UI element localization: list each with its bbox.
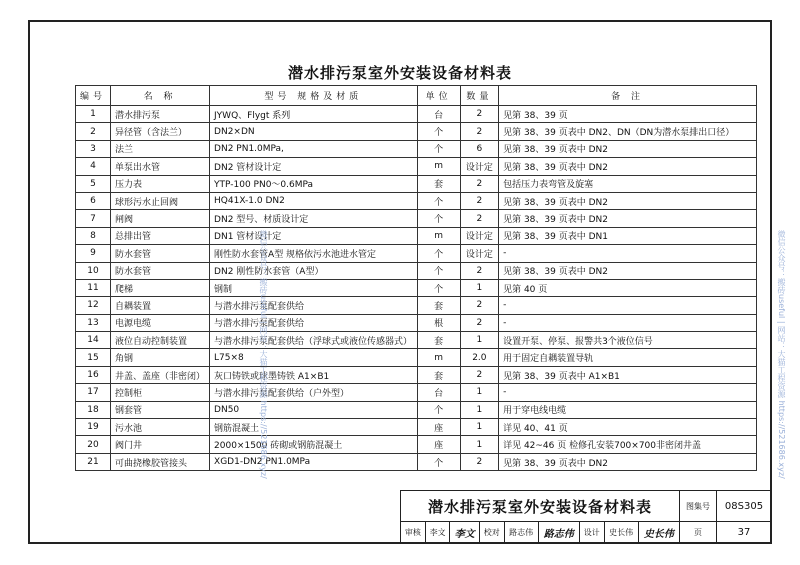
item-name: 球形污水止回阀	[111, 192, 210, 209]
table-row	[76, 401, 757, 418]
item-name: 可曲挠橡胶管接头	[111, 453, 210, 470]
item-quantity: 2	[460, 123, 498, 140]
item-number: 2	[76, 123, 111, 140]
table-header	[76, 86, 757, 106]
item-remark: 见第 38、39 页表中 DN1	[499, 227, 757, 244]
item-unit: 个	[417, 453, 460, 470]
table-row	[76, 262, 757, 279]
item-name: 潜水排污泵	[111, 106, 210, 123]
item-number: 3	[76, 140, 111, 157]
item-unit: m	[417, 227, 460, 244]
item-spec: DN2 管材设计定	[210, 158, 418, 175]
item-quantity: 2	[460, 192, 498, 209]
item-spec: DN2 PN1.0MPa,	[210, 140, 418, 157]
atlas-number: 08S305	[717, 491, 772, 522]
table-row	[76, 297, 757, 314]
table-row	[76, 106, 757, 123]
item-quantity: 2	[460, 297, 498, 314]
item-remark: 见第 38、39 页表中 DN2	[499, 210, 757, 227]
table-row	[76, 140, 757, 157]
item-spec: DN2×DN	[210, 123, 418, 140]
item-remark: 见第 38、39 页表中 DN2	[499, 192, 757, 209]
item-number: 5	[76, 175, 111, 192]
reviewer: 李文	[425, 522, 450, 543]
item-spec: DN1 管材设计定	[210, 227, 418, 244]
item-unit: 座	[417, 436, 460, 453]
item-remark: 见第 38、39 页	[499, 106, 757, 123]
item-number: 17	[76, 384, 111, 401]
watermark-left: 微信公众号：搬砖useful | 网站：大猫工程资源 https://521686.xyz/	[259, 230, 268, 479]
item-unit: 个	[417, 192, 460, 209]
item-spec: 钢制	[210, 279, 418, 296]
table-row	[76, 210, 757, 227]
table-row	[76, 279, 757, 296]
item-spec: 与潜水排污泵配套供给（户外型）	[210, 384, 418, 401]
item-remark: 见第 38、39 页表中 DN2	[499, 140, 757, 157]
item-spec: 与潜水排污泵配套供给	[210, 297, 418, 314]
column-header: 名 称	[111, 86, 210, 106]
title-block-title: 潜水排污泵室外安装设备材料表	[401, 491, 680, 522]
reviewer-signature: 李文	[450, 522, 479, 543]
item-name: 污水池	[111, 419, 210, 436]
item-remark: 见第 38、39 页表中 DN2、DN（DN为潜水泵排出口径）	[499, 123, 757, 140]
item-remark: -	[499, 384, 757, 401]
table-row	[76, 123, 757, 140]
item-spec: YTP-100 PN0～0.6MPa	[210, 175, 418, 192]
item-number: 20	[76, 436, 111, 453]
item-name: 自耦装置	[111, 297, 210, 314]
item-unit: 台	[417, 106, 460, 123]
item-number: 16	[76, 366, 111, 383]
review-label: 审核	[401, 522, 426, 543]
item-spec: XGD1-DN2 PN1.0MPa	[210, 453, 418, 470]
item-quantity: 1	[460, 436, 498, 453]
item-remark: 详见 40、41 页	[499, 419, 757, 436]
item-quantity: 设计定	[460, 227, 498, 244]
item-remark: 见第 40 页	[499, 279, 757, 296]
item-remark: -	[499, 297, 757, 314]
item-quantity: 2	[460, 210, 498, 227]
item-spec: DN50	[210, 401, 418, 418]
designer-signature: 史长伟	[638, 522, 679, 543]
table-row	[76, 349, 757, 366]
item-number: 8	[76, 227, 111, 244]
page-label: 页	[680, 522, 717, 543]
item-quantity: 2	[460, 106, 498, 123]
atlas-label: 图集号	[680, 491, 717, 522]
page-number: 37	[717, 522, 772, 543]
item-unit: 个	[417, 245, 460, 262]
item-spec: 灰口铸铁或球墨铸铁 A1×B1	[210, 366, 418, 383]
table-row	[76, 227, 757, 244]
item-spec: DN2 刚性防水套管（A型）	[210, 262, 418, 279]
item-remark: 见第 38、39 页表中 A1×B1	[499, 366, 757, 383]
item-name: 总排出管	[111, 227, 210, 244]
table-row	[76, 245, 757, 262]
item-unit: 个	[417, 140, 460, 157]
column-header: 备 注	[499, 86, 757, 106]
table-row	[76, 192, 757, 209]
title-block	[400, 490, 772, 543]
item-unit: 套	[417, 332, 460, 349]
item-unit: 个	[417, 123, 460, 140]
item-number: 11	[76, 279, 111, 296]
table-row	[76, 436, 757, 453]
item-remark: 设置开泵、停泵、报警共3个液位信号	[499, 332, 757, 349]
item-remark: 见第 38、39 页表中 DN2	[499, 453, 757, 470]
table-row	[76, 453, 757, 470]
item-spec: 刚性防水套管A型 规格依污水池进水管定	[210, 245, 418, 262]
item-number: 10	[76, 262, 111, 279]
item-quantity: 1	[460, 401, 498, 418]
item-unit: m	[417, 158, 460, 175]
item-name: 井盖、盖座（非密闭）	[111, 366, 210, 383]
item-remark: -	[499, 245, 757, 262]
table-row	[76, 332, 757, 349]
item-quantity: 1	[460, 279, 498, 296]
materials-table	[75, 85, 757, 471]
table-row	[76, 314, 757, 331]
item-unit: 个	[417, 210, 460, 227]
item-number: 14	[76, 332, 111, 349]
item-name: 单泵出水管	[111, 158, 210, 175]
item-quantity: 1	[460, 419, 498, 436]
item-name: 液位自动控制装置	[111, 332, 210, 349]
item-quantity: 2	[460, 262, 498, 279]
item-number: 19	[76, 419, 111, 436]
item-number: 6	[76, 192, 111, 209]
item-number: 15	[76, 349, 111, 366]
item-remark: 包括压力表弯管及旋塞	[499, 175, 757, 192]
item-name: 防水套管	[111, 262, 210, 279]
item-name: 爬梯	[111, 279, 210, 296]
item-quantity: 2.0	[460, 349, 498, 366]
item-spec: 钢筋混凝土	[210, 419, 418, 436]
item-spec: DN2 型号、材质设计定	[210, 210, 418, 227]
table-row	[76, 366, 757, 383]
column-header: 数量	[460, 86, 498, 106]
item-quantity: 1	[460, 384, 498, 401]
item-number: 21	[76, 453, 111, 470]
item-spec: HQ41X-1.0 DN2	[210, 192, 418, 209]
page-title: 潜水排污泵室外安装设备材料表	[287, 64, 512, 82]
item-quantity: 2	[460, 453, 498, 470]
item-name: 闸阀	[111, 210, 210, 227]
item-number: 12	[76, 297, 111, 314]
item-unit: 台	[417, 384, 460, 401]
item-unit: 个	[417, 262, 460, 279]
item-unit: 根	[417, 314, 460, 331]
item-name: 阀门井	[111, 436, 210, 453]
item-quantity: 2	[460, 366, 498, 383]
item-unit: 套	[417, 175, 460, 192]
item-name: 异径管（含法兰）	[111, 123, 210, 140]
item-spec: L75×8	[210, 349, 418, 366]
checker: 路志伟	[504, 522, 538, 543]
item-quantity: 设计定	[460, 158, 498, 175]
item-name: 压力表	[111, 175, 210, 192]
item-quantity: 1	[460, 332, 498, 349]
table-row	[76, 175, 757, 192]
item-unit: 套	[417, 297, 460, 314]
table-row	[76, 384, 757, 401]
column-header: 型号 规格及材质	[210, 86, 418, 106]
item-name: 角钢	[111, 349, 210, 366]
item-remark: 用于穿电线电缆	[499, 401, 757, 418]
item-name: 防水套管	[111, 245, 210, 262]
item-number: 4	[76, 158, 111, 175]
design-label: 设计	[579, 522, 604, 543]
item-remark: -	[499, 314, 757, 331]
item-unit: 座	[417, 419, 460, 436]
item-number: 13	[76, 314, 111, 331]
checker-signature: 路志伟	[538, 522, 579, 543]
column-header: 单位	[417, 86, 460, 106]
item-spec: 与潜水排污泵配套供给（浮球式或液位传感器式）	[210, 332, 418, 349]
item-unit: m	[417, 349, 460, 366]
item-name: 控制柜	[111, 384, 210, 401]
item-remark: 见第 38、39 页表中 DN2	[499, 158, 757, 175]
item-quantity: 6	[460, 140, 498, 157]
item-remark: 见第 38、39 页表中 DN2	[499, 262, 757, 279]
check-label: 校对	[479, 522, 504, 543]
item-spec: 2000×1500 砖砌或钢筋混凝土	[210, 436, 418, 453]
item-unit: 套	[417, 366, 460, 383]
item-spec: JYWQ、Flygt 系列	[210, 106, 418, 123]
item-name: 钢套管	[111, 401, 210, 418]
table-row	[76, 158, 757, 175]
item-number: 18	[76, 401, 111, 418]
table-row	[76, 419, 757, 436]
item-quantity: 2	[460, 314, 498, 331]
item-quantity: 2	[460, 175, 498, 192]
item-number: 9	[76, 245, 111, 262]
item-quantity: 设计定	[460, 245, 498, 262]
column-header: 编号	[76, 86, 111, 106]
item-remark: 用于固定自耦装置导轨	[499, 349, 757, 366]
item-name: 电源电缆	[111, 314, 210, 331]
item-number: 1	[76, 106, 111, 123]
designer: 史长伟	[604, 522, 638, 543]
item-remark: 详见 42~46 页 检修孔安装700×700非密闭井盖	[499, 436, 757, 453]
watermark-right: 微信公众号：搬砖useful | 网站：大猫工程资源 https://521686.xyz/	[777, 230, 786, 479]
item-unit: 个	[417, 279, 460, 296]
item-spec: 与潜水排污泵配套供给	[210, 314, 418, 331]
item-number: 7	[76, 210, 111, 227]
item-unit: 个	[417, 401, 460, 418]
item-name: 法兰	[111, 140, 210, 157]
